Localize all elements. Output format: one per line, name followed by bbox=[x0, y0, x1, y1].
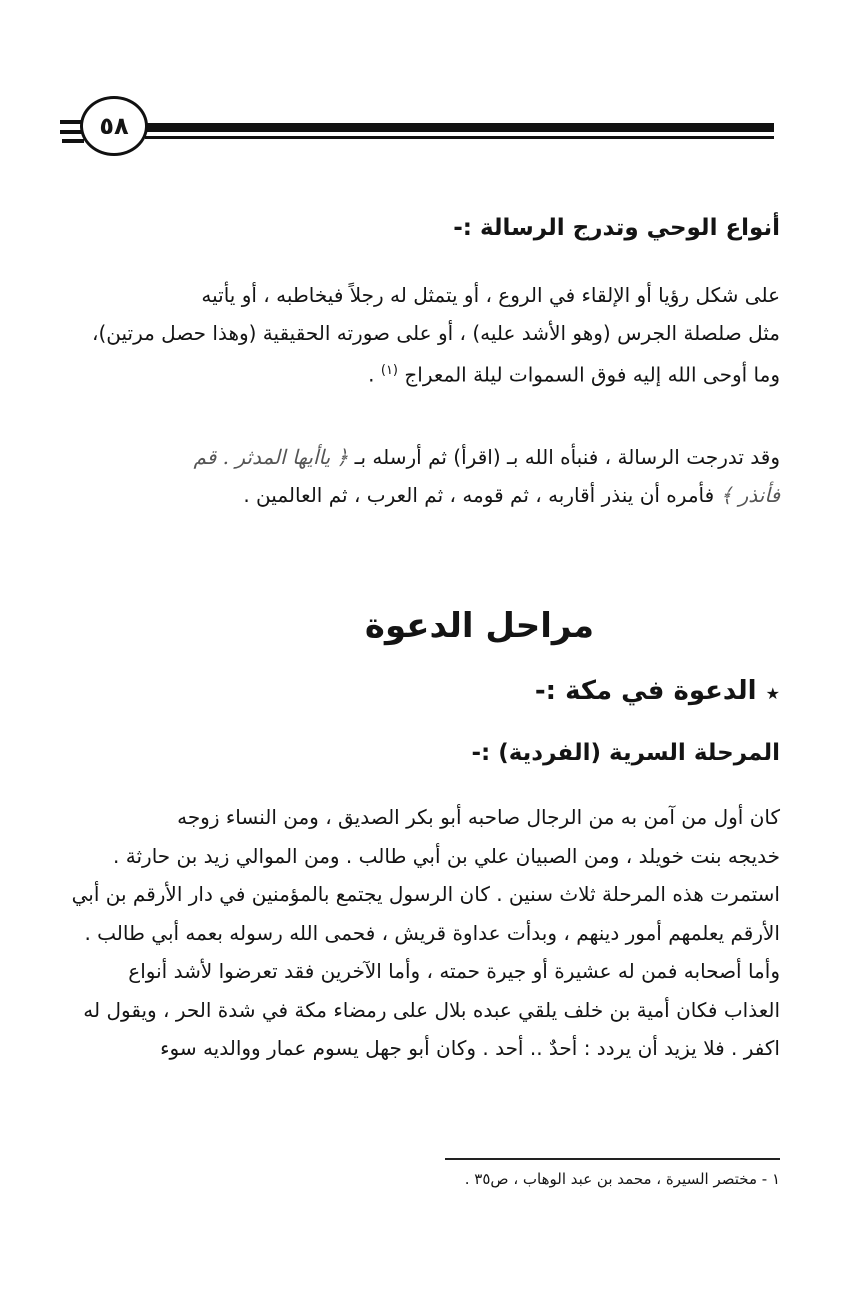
text-line: الأرقم يعلمهم أمور دينهم ، وبدأت عداوة قريش ، فحمى الله رسوله بعمه أبي طالب . bbox=[84, 920, 780, 945]
star-icon: ★ bbox=[765, 684, 780, 703]
text-line: خديجه بنت خويلد ، ومن الصبيان علي بن أبي طالب . ومن الموالي زيد بن حارثة . bbox=[113, 843, 780, 868]
page-number: ٥٨ bbox=[99, 112, 129, 140]
page-header bbox=[0, 90, 849, 170]
text-line: على شكل رؤيا أو الإلقاء في الروع ، أو يتمثل له رجلاً فيخاطبه ، أو يأتيه bbox=[201, 283, 780, 307]
text-segment: . bbox=[368, 362, 375, 387]
text-line: العذاب فكان أمية بن خلف يلقي عبده بلال على رمضاء مكة في شدة الحر ، ويقول له bbox=[83, 997, 780, 1022]
quran-verse: فأنذر ﴾ bbox=[720, 483, 780, 507]
text-segment: وقد تدرجت الرسالة ، فنبأه الله بـ (اقرأ) ثم أرسله بـ bbox=[354, 445, 780, 469]
footnote-divider bbox=[445, 1158, 780, 1160]
footnote-ref: (١) bbox=[380, 363, 398, 378]
text-segment: فأمره أن ينذر أقاربه ، ثم قومه ، ثم العرب ، ثم العالمين . bbox=[243, 483, 715, 507]
text-line bbox=[55, 438, 780, 476]
subheading-secret-phase: المرحلة السرية (الفردية) :- bbox=[471, 740, 780, 766]
text-line bbox=[55, 476, 780, 514]
page-number-circle bbox=[80, 96, 148, 156]
section-heading-revelation: أنواع الوحي وتدرج الرسالة :- bbox=[453, 215, 780, 241]
text-segment: وما أوحى الله إليه فوق السموات ليلة المعراج bbox=[404, 362, 780, 387]
header-rule-thin bbox=[145, 136, 774, 139]
footnote: ١ - مختصر السيرة ، محمد بن عبد الوهاب ، ص٣٥ . bbox=[464, 1170, 780, 1188]
main-title: مراحل الدعوة bbox=[364, 606, 595, 646]
header-stub-line bbox=[62, 139, 84, 143]
text-line: استمرت هذه المرحلة ثلاث سنين . كان الرسول يجتمع بالمؤمنين في دار الأرقم بن أبي bbox=[71, 882, 780, 906]
gradation-paragraph bbox=[55, 438, 780, 514]
text-line: وأما أصحابه فمن له عشيرة أو جيرة حمته ، وأما الآخرين فقد تعرضوا لأشد أنواع bbox=[128, 959, 780, 983]
text-line: كان أول من آمن به من الرجال صاحبه أبو بكر الصديق ، ومن النساء زوجه bbox=[177, 805, 780, 829]
heading-text: الدعوة في مكة :- bbox=[534, 676, 757, 706]
text-line: مثل صلصلة الجرس (وهو الأشد عليه) ، أو على صورته الحقيقية (وهذا حصل مرتين)، bbox=[91, 321, 780, 345]
header-rule-thick bbox=[145, 123, 774, 132]
secret-phase-paragraph bbox=[55, 798, 780, 1068]
section-heading-makkah bbox=[55, 676, 780, 706]
quran-verse: ﴿ ياأيها المدثر . قم bbox=[193, 445, 349, 469]
text-line: اكفر . فلا يزيد أن يردد : أحدٌ .. أحد . وكان أبو جهل يسوم عمار ووالديه سوء bbox=[160, 1036, 780, 1060]
revelation-paragraph bbox=[55, 276, 780, 394]
text-line bbox=[55, 352, 780, 394]
